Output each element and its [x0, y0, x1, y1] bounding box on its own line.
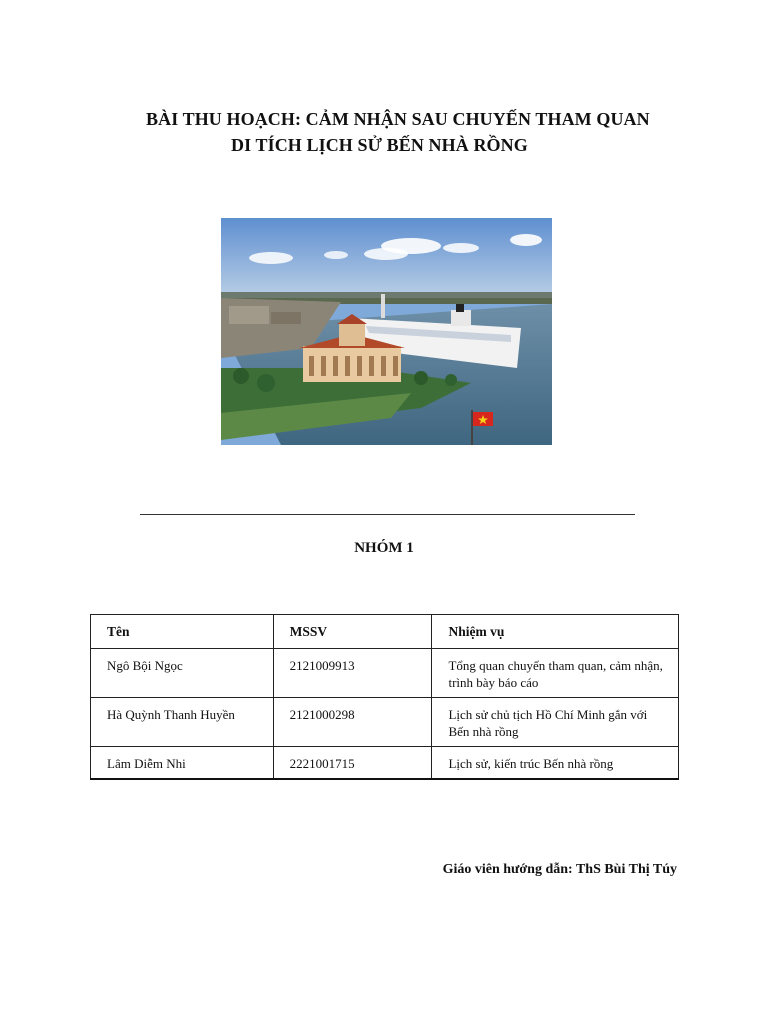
document-title-line-1: BÀI THU HOẠCH: CẢM NHẬN SAU CHUYẾN THAM QUAN [146, 109, 650, 129]
group-name: NHÓM 1 [354, 540, 414, 556]
member-task: Lịch sử chủ tịch Hồ Chí Minh gắn với Bến nhà rồng [432, 698, 679, 747]
member-name: Lâm Diễm Nhi [91, 747, 274, 780]
member-task: Tổng quan chuyến tham quan, cảm nhận, trình bày báo cáo [432, 649, 679, 698]
table-row [91, 747, 679, 780]
member-id: 2121009913 [273, 649, 432, 698]
horizontal-rule [140, 514, 635, 515]
member-id: 2121000298 [273, 698, 432, 747]
header-name: Tên [91, 615, 274, 649]
header-task: Nhiệm vụ [432, 615, 679, 649]
document-title-line-2: DI TÍCH LỊCH SỬ BẾN NHÀ RỒNG [231, 135, 528, 155]
header-id: MSSV [273, 615, 432, 649]
member-name: Ngô Bội Ngọc [91, 649, 274, 698]
teacher-label: Giáo viên hướng dẫn: ThS Bùi Thị Túy [442, 862, 677, 877]
member-task: Lịch sử, kiến trúc Bến nhà rồng [432, 747, 679, 780]
ben-nha-rong-photo [221, 218, 552, 445]
member-name: Hà Quỳnh Thanh Huyền [91, 698, 274, 747]
table-row [91, 698, 679, 747]
table-row [91, 649, 679, 698]
members-table [90, 614, 679, 780]
member-id: 2221001715 [273, 747, 432, 780]
table-header-row [91, 615, 679, 649]
